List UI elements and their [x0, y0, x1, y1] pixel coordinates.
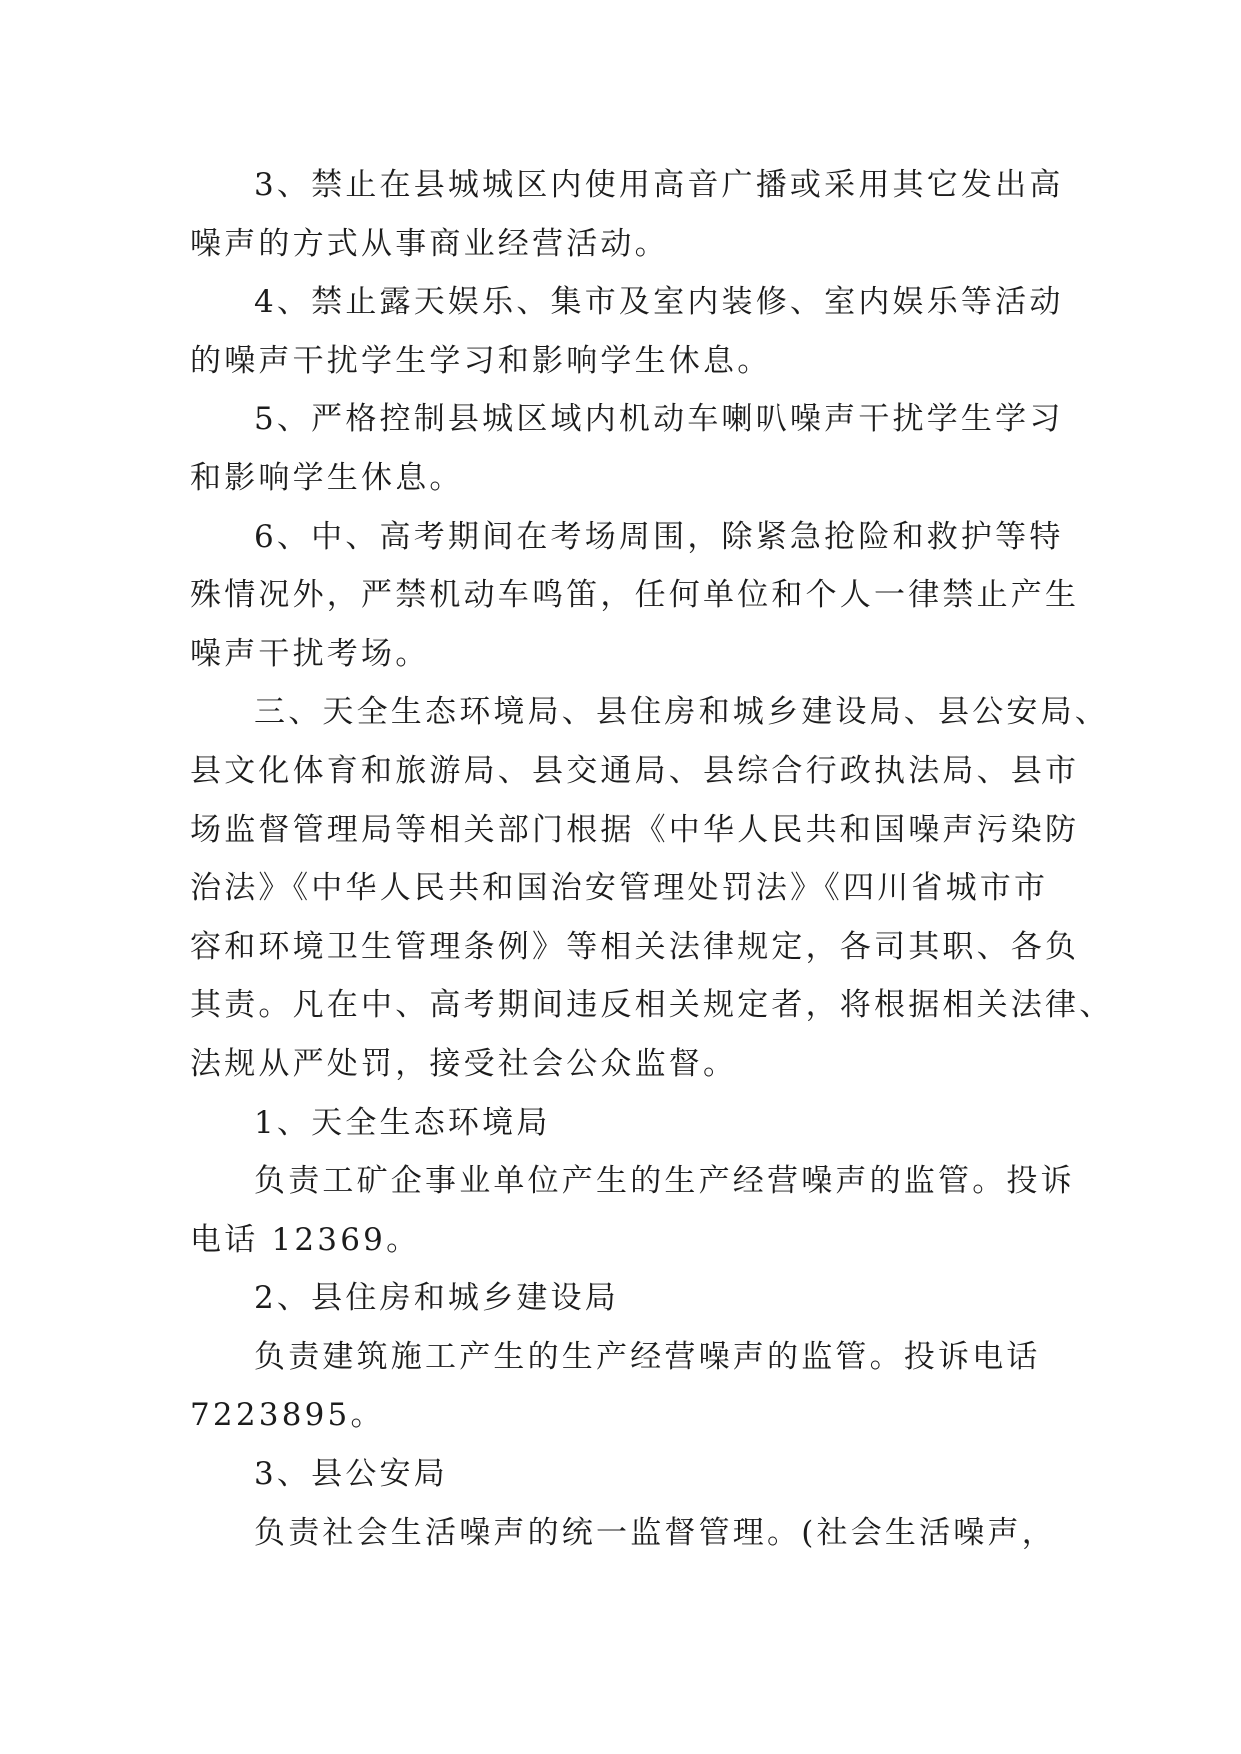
- text-line: 其责。凡在中、高考期间违反相关规定者，将根据相关法律、: [190, 987, 1114, 1024]
- text-line: 治法》《中华人民共和国治安管理处罚法》《四川省城市市: [190, 870, 1049, 907]
- text-line: 噪声的方式从事商业经营活动。: [190, 225, 669, 262]
- text-line: 1、天全生态环境局: [254, 1104, 551, 1141]
- text-line: 噪声干扰考场。: [190, 635, 430, 672]
- paragraph-dept-3-title: [190, 1445, 1052, 1504]
- text-line: 6、中、高考期间在考场周围，除紧急抢险和救护等特: [254, 518, 1064, 555]
- text-line: 7223895。: [190, 1397, 385, 1434]
- paragraph-dept-1-desc: [190, 1152, 1075, 1269]
- text-line: 电话 12369。: [190, 1221, 421, 1258]
- text-line: 场监督管理局等相关部门根据《中华人民共和国噪声污染防: [190, 811, 1080, 848]
- paragraph-item-4-entertainment: [190, 273, 1064, 390]
- text-line: 法规从严处罚，接受社会公众监督。: [190, 1045, 738, 1082]
- document-body: [190, 156, 1114, 1562]
- text-line: 3、县公安局: [254, 1456, 448, 1493]
- paragraph-dept-2-desc: [190, 1328, 1052, 1445]
- text-line: 负责社会生活噪声的统一监督管理。(社会生活噪声，: [254, 1514, 1056, 1551]
- text-line: 的噪声干扰学生学习和影响学生休息。: [190, 342, 772, 379]
- text-line: 负责建筑施工产生的生产经营噪声的监管。投诉电话: [254, 1338, 1041, 1375]
- text-line: 容和环境卫生管理条例》等相关法律规定，各司其职、各负: [190, 928, 1080, 965]
- paragraph-dept-2-title: [190, 1269, 1052, 1328]
- paragraph-dept-3-desc: [190, 1504, 1056, 1563]
- text-line: 负责工矿企事业单位产生的生产经营噪声的监管。投诉: [254, 1163, 1075, 1200]
- paragraph-item-5-vehicle-horn: [190, 390, 1064, 507]
- paragraph-item-6-exam-period: [190, 508, 1080, 684]
- paragraph-dept-1-title: [190, 1094, 1052, 1153]
- text-line: 3、禁止在县城城区内使用高音广播或采用其它发出高: [254, 167, 1064, 203]
- text-line: 殊情况外，严禁机动车鸣笛，任何单位和个人一律禁止产生: [190, 577, 1080, 614]
- text-line: 4、禁止露天娱乐、集市及室内装修、室内娱乐等活动: [254, 284, 1064, 321]
- paragraph-item-3-broadcast: [190, 156, 1064, 273]
- text-line: 和影响学生休息。: [190, 459, 464, 496]
- text-line: 2、县住房和城乡建设局: [254, 1280, 619, 1317]
- text-line: 县文化体育和旅游局、县交通局、县综合行政执法局、县市: [190, 752, 1080, 789]
- paragraph-section-3-departments: [190, 683, 1114, 1093]
- text-line: 三、天全生态环境局、县住房和城乡建设局、县公安局、: [254, 694, 1109, 731]
- text-line: 5、严格控制县城区域内机动车喇叭噪声干扰学生学习: [254, 401, 1064, 438]
